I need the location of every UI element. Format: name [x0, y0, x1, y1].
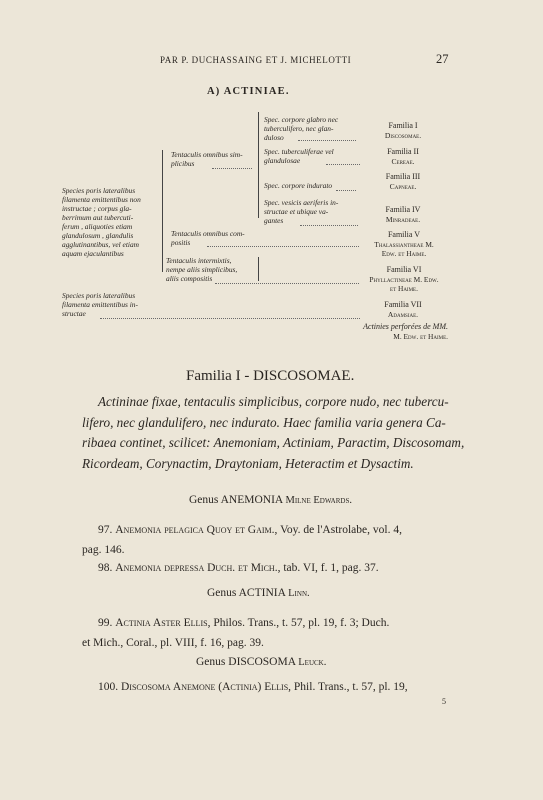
- species-entry: 99. Actinia Aster Ellis, Philos. Trans., t. 57, pl. 19, f. 3; Duch. et Mich., Coral., pl. VIII, f. 16, pag. 39.: [82, 617, 390, 649]
- page-number: 27: [436, 52, 449, 66]
- family-5: Familia V Thalassiantheae M. Edw. et Haime.: [374, 230, 434, 258]
- running-title: PAR P. DUCHASSAING ET J. MICHELOTTI: [160, 55, 352, 65]
- key-b2: Tentaculis omnibus com- positis: [171, 229, 245, 247]
- family-description: Actininae fixae, tentaculis simplicibus, corpore nudo, nec tubercu- lifero, nec glandulifero, nec indurato. Haec familia varia genera Ca- ribaea continet, scilicet: Anemoniam, Actiniam, Paractim, Discosomam, Ricordeam, Corynactim, Draytoniam, Heteractim et Dysactim.: [82, 394, 465, 471]
- family-3: Familia III Capneae.: [385, 172, 421, 191]
- species-entry: 100. Discosoma Anemone (Actinia) Ellis, Phil. Trans., t. 57, pl. 19,: [98, 681, 408, 693]
- family-6: Familia VI Phyllactineae M. Edw. et Haime.: [369, 265, 439, 293]
- key-a2: Species poris lateralibus filamenta emittentibus in- structae: [62, 291, 138, 318]
- brace-b3: [258, 257, 259, 281]
- family-4: Familia IV Minradeae.: [385, 205, 421, 224]
- signature-mark: 5: [442, 697, 446, 706]
- key-a1: Species poris lateralibus filamenta emittentibus non instructae ; corpus gla- berrimum aut tubercuti- ferum , aliquoties etiam glandulosum , glandulis agglutinantibus, vel etiam aquam ejaculantibus: [62, 186, 141, 258]
- key-c2: Spec. tuberculiferae vel glandulosae: [264, 147, 334, 165]
- section-title: A) ACTINIAE.: [207, 86, 290, 97]
- family-7: Familia VII Adamsiae.: [384, 300, 422, 319]
- species-entry: 97. Anemonia pelagica Quoy et Gaim., Voy. de l'Astrolabe, vol. 4, pag. 146.: [82, 524, 402, 556]
- family-2: Familia II Cereae.: [387, 147, 419, 166]
- family-heading: Familia I - DISCOSOMAE.: [186, 368, 355, 384]
- species-entry: 98. Anemonia depressa Duch. et Mich., tab. VI, f. 1, pag. 37.: [98, 562, 379, 574]
- key-b3: Tentaculis intermixtis, nempe aliis simplicibus, aliis compositis: [166, 256, 238, 283]
- genus-heading: Genus ANEMONIA Milne Edwards.: [189, 494, 352, 506]
- key-b1: Tentaculis omnibus sim- plicibus: [171, 150, 243, 168]
- key-c1: Spec. corpore glabro nec tuberculifero, nec glan- duloso: [264, 115, 339, 142]
- brace-b1: [258, 112, 259, 218]
- genus-heading: Genus DISCOSOMA Leuck.: [196, 656, 327, 668]
- family-1: Familia I Discosomae.: [384, 121, 422, 140]
- key-note: Actinies perforées de MM. M. Edw. et Haime.: [363, 322, 448, 341]
- brace-a1: [162, 150, 163, 272]
- genus-heading: Genus ACTINIA Linn.: [207, 587, 310, 599]
- key-c3: Spec. corpore indurato: [264, 181, 333, 190]
- key-c4: Spec. vesicis aeriferis in- structae et ubique va- gantes: [264, 198, 339, 225]
